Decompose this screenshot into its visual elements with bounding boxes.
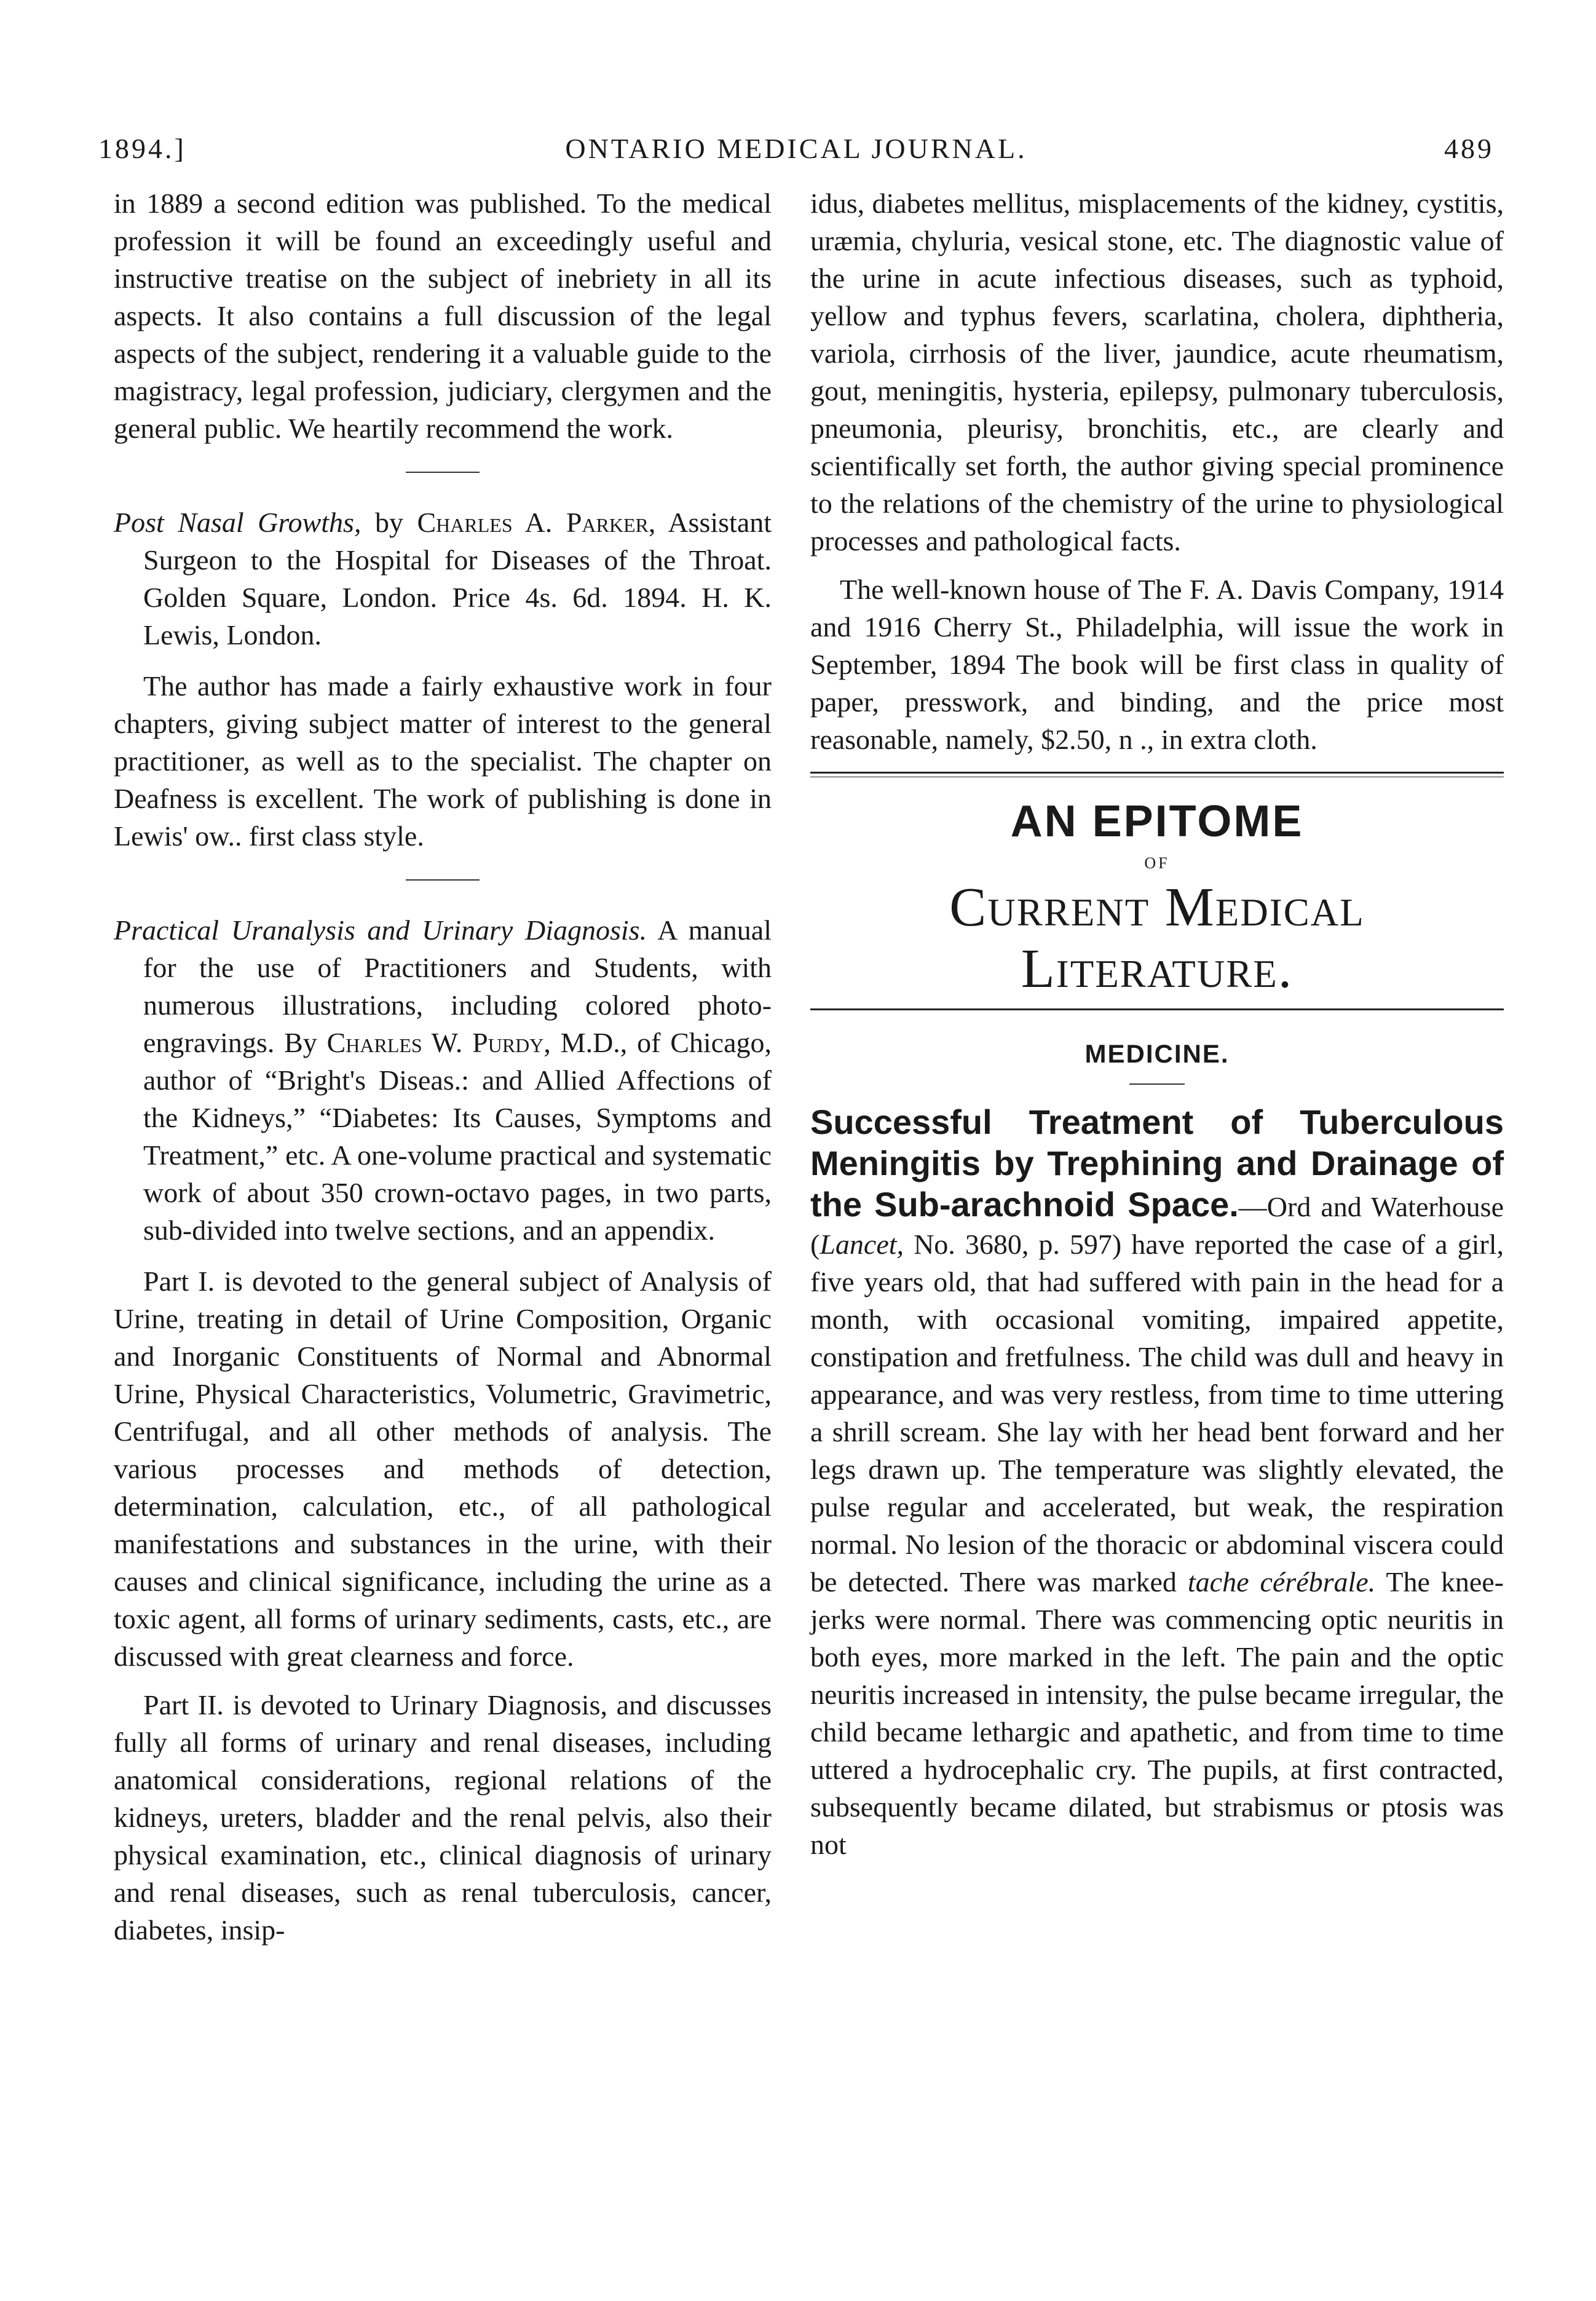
review-post-nasal-growths — [114, 504, 772, 654]
running-head — [98, 132, 1494, 175]
double-rule — [810, 772, 1504, 777]
book-author: Charles A. Parker, — [417, 507, 656, 538]
publisher-note: The well-known house of The F. A. Davis Company, 1914 and 1916 Cherry St., Philadelphia, will issue the work in September, 1894 The book will be first class in quality of paper, presswork, and binding, and the price most reasonable, namely, $2.50, n ., in extra cloth. — [810, 574, 1504, 755]
review-uranalysis-continued: idus, diabetes mellitus, misplacements of the kidney, cystitis, uræmia, chyluria, vesical stone, etc. The diagnostic value of the urine in acute infectious diseases, such as typhoid, yellow and typhus fevers, scarlatina, cholera, diphtheria, variola, cirrhosis of the liver, jaundice, acute rheumatism, gout, meningitis, hysteria, epilepsy, pulmonary tuberculosis, pneumonia, pleurisy, bronchitis, etc., are clearly and scientifically set forth, the author giving special prominence to the relations of the chemistry of the urine to physiological processes and pathological facts. — [810, 188, 1504, 556]
article-authors: —Ord and Waterhouse ( — [810, 1191, 1504, 1260]
medical-term: tache cérébrale. — [1187, 1566, 1376, 1598]
book-title: Post Nasal Growths, — [114, 507, 361, 538]
journal-title: ONTARIO MEDICAL JOURNAL. — [565, 133, 1027, 164]
article-citation: No. 3680, p. 597) have reported the case of a girl, five years old, that had suffered with pain in the head for a month, with occasional vomiting, impaired appetite, constipation and fretfulness. The child was dull and heavy in appearance, and was very restless, from time to time uttering a shrill scream. She lay with her head bent forward and her legs drawn up. The temperature was slightly elevated, the pulse regular and accelerated, but weak, the respiration normal. No lesion of the thoracic or abdominal viscera could be detected. There was marked — [810, 1229, 1504, 1598]
review-uranalysis — [114, 911, 772, 1249]
by-text: by — [361, 507, 417, 538]
left-column — [114, 184, 772, 1960]
review-uranalysis-part-one: Part I. is devoted to the general subject of Analysis of Urine, treating in detail of Urine Composition, Organic and Inorganic Constituents of Normal and Abnormal Urine, Physical Characteristics, Volumetric, Gravimetric, Centrifugal, and all other methods of analysis. The various processes and methods of detection, determination, calculation, etc., of all pathological manifestations and substances in the urine, with their causes and clinical significance, including the urine as a toxic agent, all forms of urinary sediments, casts, etc., are discussed with great clearness and force. — [114, 1265, 772, 1672]
book-details-continued: M.D., of Chicago, author of “Bright's Diseas.: and Allied Affections of the Kidneys,” “Diabetes: Its Causes, Symptoms and Treatment,” etc. A one-volume practical and systematic work of about 350 crown-octavo pages, in two parts, sub-divided into twelve sections, and an appendix. — [143, 1027, 772, 1246]
article-body: The knee-jerks were normal. There was commencing optic neuritis in both eyes, more marked in the left. The pain and the optic neuritis increased in intensity, the pulse became irregular, the child became lethargic and apathetic, and from time to time uttered a hydrocephalic cry. The pupils, at first contracted, subsequently became dilated, but strabismus or ptosis was not — [810, 1566, 1504, 1860]
section-rule — [1129, 1083, 1185, 1085]
separator-rule — [406, 472, 480, 473]
book-details: A manual for the use of Practitioners and Students, with numerous illustrations, including colored photo-engravings. By — [143, 914, 772, 1058]
book-author: Charles W. Purdy, — [326, 1027, 551, 1058]
epitome-subheading: Current Medical Literature. — [810, 877, 1504, 1010]
review-post-nasal-body: The author has made a fairly exhaustive work in four chapters, giving subject matter of interest to the general practitioner, as well as to the specialist. The chapter on Deafness is excellent. The work of publishing is done in Lewis' ow.. first class style. — [114, 670, 772, 852]
section-heading-medicine: MEDICINE. — [1084, 1039, 1230, 1068]
review-uranalysis-part-two: Part II. is devoted to Urinary Diagnosis, and discusses fully all forms of urinary and renal diseases, including anatomical considerations, regional relations of the kidneys, ureters, bladder and the renal pelvis, also their physical examination, etc., clinical diagnosis of urinary and renal diseases, such as renal tuberculosis, cancer, diabetes, insip- — [114, 1689, 772, 1946]
epitome-heading: AN EPITOME — [1010, 797, 1304, 846]
journal-citation: Lancet, — [820, 1229, 904, 1260]
separator-rule — [406, 879, 480, 881]
inebriety-review-end: in 1889 a second edition was published. To the medical profession it will be found an exceedingly useful and instructive treatise on the subject of inebriety in all its aspects. It also contains a full discussion of the legal aspects of the subject, rendering it a valuable guide to the magistracy, legal profession, judiciary, clergymen and the general public. We heartily recommend the work. — [114, 188, 772, 444]
page-number: 489 — [1444, 133, 1494, 164]
book-details: Assistant Surgeon to the Hospital for Diseases of the Throat. Golden Square, London. Price 4s. 6d. 1894. H. K. Lewis, London. — [143, 507, 772, 651]
book-title: Practical Uranalysis and Urinary Diagnosis. — [114, 914, 647, 946]
article-title: Successful Treatment of Tuberculous Meningitis by Trephining and Drainage of the Sub-arachnoid Space. — [810, 1103, 1504, 1224]
year-label: 1894.] — [98, 133, 186, 164]
right-column — [810, 184, 1504, 1874]
article-tuberculous-meningitis — [810, 1102, 1504, 1863]
epitome-of: OF — [1144, 854, 1170, 872]
